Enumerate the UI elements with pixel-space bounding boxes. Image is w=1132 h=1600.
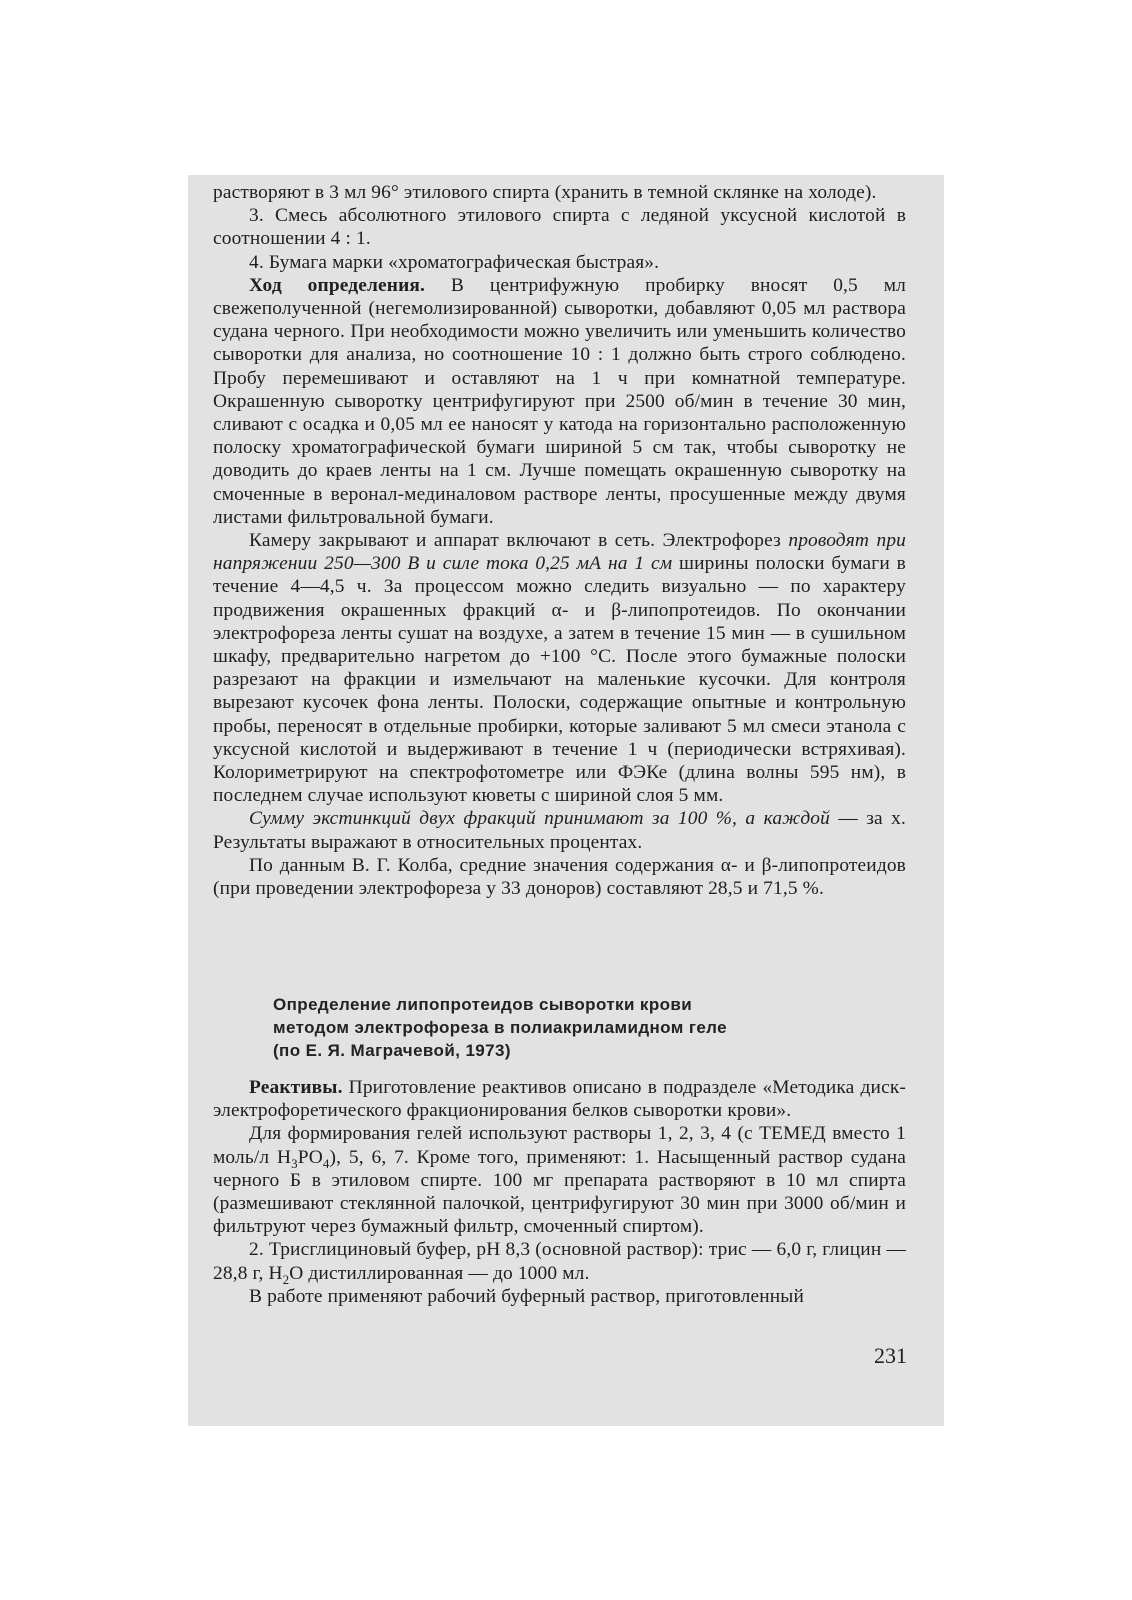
paragraph: В работе применяют рабочий буферный раствор, приготовленный [249, 1285, 804, 1307]
text-block-upper [213, 181, 906, 900]
paragraph [213, 274, 906, 529]
scanned-page [188, 175, 944, 1426]
paragraph: 4. Бумага марки «хроматографическая быстрая». [249, 251, 660, 273]
paragraph [213, 807, 906, 853]
paragraph: По данным В. Г. Колба, средние значения содержания α- и β-липопротеидов (при проведении электрофореза у 33 доноров) составляют 28,5 и 71,5 %. [213, 854, 906, 900]
paragraph-text: ), 5, 6, 7. Кроме того, применяют: 1. Насыщенный раствор судана черного Б в этиловом спирте. 100 мг препарата растворяют в 10 мл спирта (размешивают стеклянной палочкой, центрифугируют 30 мин при 3000 об/мин и фильтруют через бумажный фильтр, смоченный спиртом). [213, 1146, 906, 1238]
paragraph-text: В центрифужную пробирку вносят 0,5 мл свежеполученной (негемолизированной) сыворотки, добавляют 0,05 мл раствора судана черного. При необходимости можно увеличить или уменьшить количество сыворотки для анализа, но соотношение 10 : 1 должно быть строго соблюдено. Пробу перемешивают и оставляют на 1 ч при комнатной температуре. Окрашенную сыворотку центрифугируют при 2500 об/мин в течение 30 мин, сливают с осадка и 0,05 мл ее наносят у катода на горизонтально расположенную полоску хроматографической бумаги шириной 5 см так, чтобы сыворотку не доводить до краев ленты на 1 см. Лучше помещать окрашенную сыворотку на смоченные в веронал-мединаловом растворе ленты, просушенные между двумя листами фильтровальной бумаги. [213, 274, 906, 528]
procedure-label: Ход определения. [249, 274, 426, 296]
paragraph-text: 2. Трисглициновый буфер, pH 8,3 (основной раствор): трис — 6,0 г, глицин — 28,8 г, H [213, 1239, 906, 1284]
paragraph-text: ширины полоски бумаги в течение 4—4,5 ч. За процессом можно следить визуально — по характеру продвижения окрашенных фракций α- и β-липопротеидов. По окончании электрофореза ленты сушат на воздухе, а затем в течение 15 мин — в сушильном шкафу, предварительно нагретом до +100 °С. После этого бумажные полоски разрезают на фракции и измельчают на маленькие кусочки. Для контроля вырезают кусочек фона ленты. Полоски, содержащие опытные и контрольную пробы, переносят в отдельные пробирки, которые заливают 5 мл смеси этанола с уксусной кислотой и выдерживают в течение 1 ч (периодически встряхивая). Колориметрируют на спектрофотометре или ФЭКе (длина волны 595 нм), в последнем случае используют кюветы с шириной слоя 5 мм. [213, 553, 906, 807]
paragraph [213, 529, 906, 807]
heading-line: Определение липопротеидов сыворотки крови [273, 995, 693, 1014]
paragraph: 3. Смесь абсолютного этилового спирта с ледяной уксусной кислотой в соотношении 4 : 1. [213, 205, 906, 250]
subscript: 4 [322, 1155, 330, 1171]
heading-line: методом электрофореза в полиакриламидном геле [273, 1018, 728, 1037]
paragraph-text: Камеру закрывают и аппарат включают в сеть. Электрофорез [249, 530, 789, 552]
paragraph-text: Для формирования гелей используют растворы 1, 2, 3, 4 (с ТЕМЕД вместо 1 моль/л H [213, 1123, 906, 1168]
subscript: 3 [291, 1155, 298, 1171]
paragraph [213, 1122, 906, 1238]
paragraph-text: O дистиллированная — до 1000 мл. [289, 1262, 590, 1284]
paragraph [213, 1076, 906, 1122]
paragraph-italic-text: проводят при напряжении 250—300 В и силе тока 0,25 мА на 1 см [213, 530, 907, 575]
reagents-label: Реактивы. [249, 1077, 343, 1098]
heading-line: (по Е. Я. Маграчевой, 1973) [273, 1041, 511, 1060]
page-number: 231 [874, 1343, 907, 1368]
paragraph-text: Приготовление реактивов описано в подразделе «Методика диск-электрофоретического фракционирования белков сыворотки крови». [213, 1077, 907, 1122]
paragraph-italic-text: Сумму экстинкций двух фракций принимают за 100 %, а каждой [249, 808, 831, 830]
paragraph: растворяют в 3 мл 96° этилового спирта (хранить в темной склянке на холоде). [213, 182, 877, 203]
subscript: 2 [282, 1271, 290, 1287]
paragraph-text: — за х. Результаты выражают в относительных процентах. [213, 808, 906, 853]
paragraph-text: PO [297, 1146, 323, 1168]
text-block-lower [213, 1076, 906, 1308]
section-heading [273, 993, 833, 1062]
paragraph [213, 1238, 906, 1287]
